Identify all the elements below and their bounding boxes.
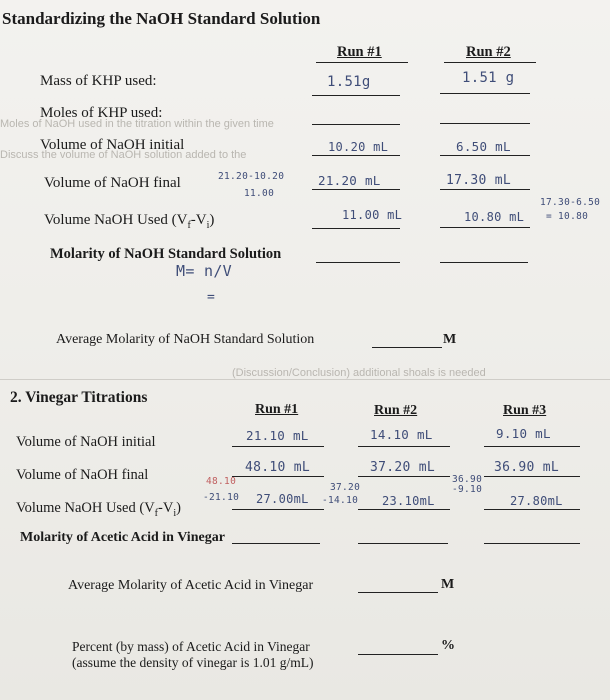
percent-line <box>358 654 438 655</box>
bleed-through-text-3: (Discussion/Conclusion) additional shoals is needed <box>232 367 486 379</box>
section2-col-run3: Run #3 <box>503 403 547 418</box>
formula-equals: = <box>207 290 216 305</box>
header-rule-run1 <box>316 62 408 63</box>
naoh-used-label-text: Volume NaOH Used (V <box>44 212 188 228</box>
acetic-average-line <box>358 592 438 593</box>
vinegar-used-run3-line <box>484 509 580 510</box>
naoh-used-run2-line <box>440 227 530 228</box>
vinegar-used-run2-value: 23.10mL <box>382 494 435 508</box>
percent-label: Percent (by mass) of Acetic Acid in Vinegar <box>72 639 310 654</box>
acetic-molarity-label: Molarity of Acetic Acid in Vinegar <box>20 530 225 545</box>
vinegar-calc2-bottom: -14.10 <box>322 495 359 506</box>
naoh-final-run2-value: 17.30 mL <box>446 173 512 188</box>
naoh-initial-label: Volume of NaOH initial <box>40 137 185 153</box>
naoh-initial-run1-line <box>312 155 400 156</box>
vinegar-used-run1-value: 27.00mL <box>256 492 309 506</box>
acetic-molarity-run2-line <box>358 543 448 544</box>
naoh-average-label: Average Molarity of NaOH Standard Solution <box>56 332 315 347</box>
section1-title: Standardizing the NaOH Standard Solution <box>2 9 321 28</box>
margin-calc-run1: 21.20-10.20 <box>218 171 285 182</box>
mass-khp-run2-value: 1.51 g <box>462 70 515 86</box>
bleed-through-text-2: Discuss the volume of NaOH solution added to the <box>0 149 247 161</box>
naoh-final-run2-line <box>440 189 530 190</box>
naoh-molarity-run2-line <box>440 262 528 263</box>
naoh-used-run2-value: 10.80 mL <box>464 210 525 224</box>
vinegar-initial-run2-line <box>358 446 450 447</box>
mass-khp-label: Mass of KHP used: <box>40 73 157 89</box>
vinegar-used-run1-line <box>232 509 324 510</box>
vinegar-calc3-bottom: -9.10 <box>452 484 483 495</box>
vinegar-calc3-top: 36.90 <box>452 474 483 485</box>
mass-khp-run1-value: 1.51g <box>327 74 371 90</box>
vinegar-used-run2-line <box>358 509 450 510</box>
naoh-average-line <box>372 347 442 348</box>
naoh-average-unit: M <box>443 332 457 347</box>
naoh-initial-run2-value: 6.50 mL <box>456 139 511 154</box>
naoh-molarity-label: Molarity of NaOH Standard Solution <box>50 246 282 262</box>
vinegar-final-run3-line <box>484 476 580 477</box>
naoh-molarity-run1-line <box>316 262 400 263</box>
section1-col-run1: Run #1 <box>337 44 382 60</box>
naoh-final-run1-value: 21.20 mL <box>318 173 381 188</box>
naoh-final-run1-line <box>312 189 400 190</box>
naoh-used-run1-value: 11.00 mL <box>342 208 403 222</box>
vinegar-initial-run1-value: 21.10 mL <box>246 428 309 443</box>
naoh-initial-run2-line <box>440 155 530 156</box>
section-divider <box>0 379 610 380</box>
naoh-final-label: Volume of NaOH final <box>44 175 181 191</box>
vinegar-calc1-top: 48.10 <box>206 476 237 487</box>
vinegar-initial-run3-line <box>484 446 580 447</box>
vinegar-initial-run1-line <box>232 446 324 447</box>
section2-col-run1: Run #1 <box>255 402 299 417</box>
naoh-used-label: Volume NaOH Used $(V_f-V_i)$ <box>44 212 215 231</box>
margin-calc-run1-result: 11.00 <box>244 188 275 199</box>
vinegar-final-run2-value: 37.20 mL <box>370 460 436 475</box>
vinegar-initial-run3-value: 9.10 mL <box>496 426 551 441</box>
vinegar-initial-run2-value: 14.10 mL <box>370 427 433 442</box>
naoh-initial-run1-value: 10.20 mL <box>328 140 389 154</box>
section1-col-run2: Run #2 <box>466 44 511 60</box>
side-calc-bottom: = 10.80 <box>546 211 589 222</box>
vinegar-calc2-top: 37.20 <box>330 482 361 493</box>
acetic-molarity-run1-line <box>232 543 320 544</box>
vinegar-final-run1-value: 48.10 mL <box>245 460 311 475</box>
moles-khp-label: Moles of KHP used: <box>40 105 163 121</box>
side-calc-top: 17.30-6.50 <box>540 197 601 208</box>
section2-col-run2: Run #2 <box>374 403 418 418</box>
molarity-formula: M= n/V <box>176 262 232 280</box>
vinegar-naoh-used-label: Volume NaOH Used $(V_f-V_i)$ <box>16 500 181 519</box>
section2-title: 2. Vinegar Titrations <box>10 389 148 406</box>
acetic-average-unit: M <box>441 577 455 592</box>
vinegar-naoh-used-label-text: Volume NaOH Used (V <box>16 500 155 516</box>
acetic-molarity-run3-line <box>484 543 580 544</box>
vinegar-final-run1-line <box>232 476 324 477</box>
moles-khp-run2-line <box>440 123 530 124</box>
bleed-through-text-1: Moles of NaOH used in the titration within the given time <box>0 118 274 130</box>
acetic-average-label: Average Molarity of Acetic Acid in Vinegar <box>68 578 314 593</box>
mass-khp-run1-line <box>312 95 400 96</box>
header-rule-run2 <box>444 62 536 63</box>
naoh-used-run1-line <box>312 228 400 229</box>
vinegar-naoh-final-label: Volume of NaOH final <box>16 467 149 483</box>
percent-density-note: (assume the density of vinegar is 1.01 g/mL) <box>72 655 314 670</box>
percent-unit: % <box>441 638 455 653</box>
vinegar-final-run2-line <box>358 476 450 477</box>
vinegar-calc1-bottom: -21.10 <box>203 492 240 503</box>
vinegar-final-run3-value: 36.90 mL <box>494 460 560 475</box>
mass-khp-run2-line <box>440 93 530 94</box>
moles-khp-run1-line <box>312 124 400 125</box>
vinegar-used-run3-value: 27.80mL <box>510 494 563 508</box>
vinegar-naoh-initial-label: Volume of NaOH initial <box>16 434 156 450</box>
